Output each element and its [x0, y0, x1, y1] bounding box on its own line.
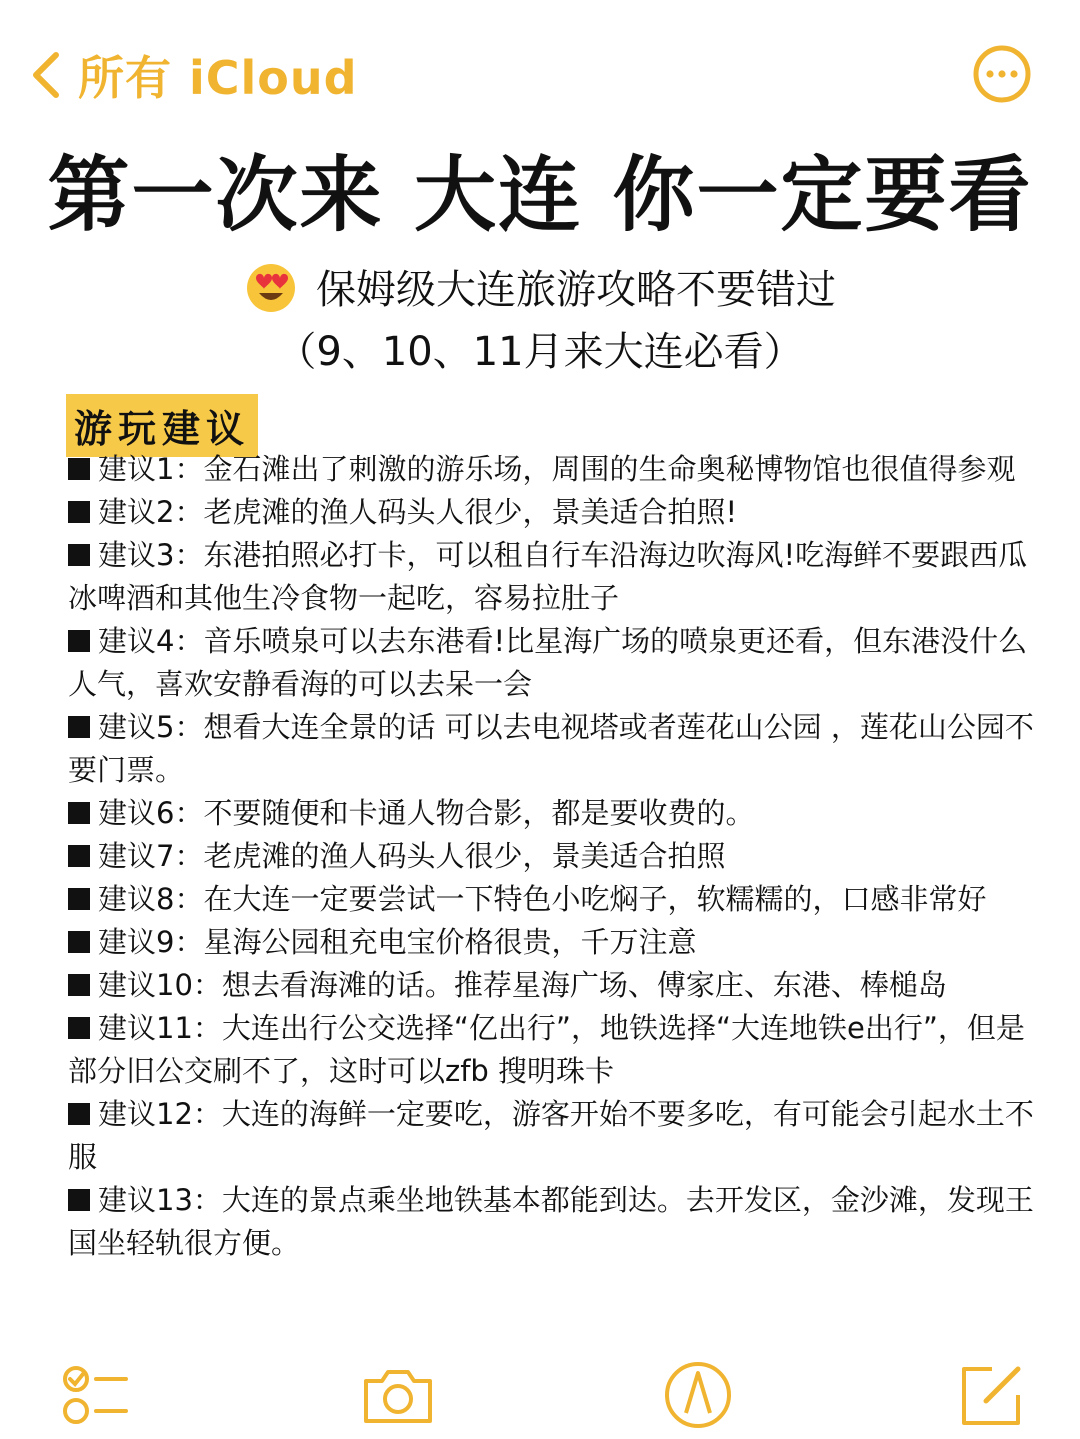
list-item: 建议2：老虎滩的渔人码头人很少，景美适合拍照!: [68, 491, 1034, 534]
square-bullet-icon: [68, 888, 90, 910]
subtitle-line-2: （9、10、11月来大连必看）: [276, 329, 804, 375]
heart-eyes-emoji-icon: [244, 260, 298, 314]
markup-icon: [658, 1355, 738, 1435]
note-subtitle: [0, 258, 1080, 315]
square-bullet-icon: [68, 501, 90, 523]
list-item: 建议10：想去看海滩的话。推荐星海广场、傅家庄、东港、棒槌岛: [68, 964, 1034, 1007]
subtitle-line-1: 保姆级大连旅游攻略不要错过: [316, 267, 836, 313]
list-item: 建议7：老虎滩的渔人码头人很少，景美适合拍照: [68, 835, 1034, 878]
list-item: 建议4：音乐喷泉可以去东港看!比星海广场的喷泉更还看，但东港没什么人气，喜欢安静看海的可以去呆一会: [68, 624, 1028, 701]
note-body[interactable]: [68, 448, 1034, 1265]
list-item: 建议9：星海公园租充电宝价格很贵，千万注意: [68, 921, 1034, 964]
note-title: 第一次来 大连 你一定要看: [47, 148, 1033, 243]
section-label: 游玩建议: [66, 394, 258, 457]
list-item: 建议1：金石滩出了刺激的游乐场，周围的生命奥秘博物馆也很值得参观: [68, 448, 1034, 491]
more-options-button[interactable]: [972, 44, 1032, 104]
list-item: 建议12：大连的海鲜一定要吃，游客开始不要多吃，有可能会引起水土不服: [68, 1097, 1034, 1174]
compose-button[interactable]: [952, 1355, 1032, 1435]
chevron-left-icon: [28, 50, 62, 100]
square-bullet-icon: [68, 716, 90, 738]
square-bullet-icon: [68, 458, 90, 480]
list-item: 建议6：不要随便和卡通人物合影，都是要收费的。: [68, 792, 1034, 835]
ellipsis-circle-icon: [972, 44, 1032, 104]
top-navigation-bar: [0, 0, 1080, 140]
list-item: 建议5：想看大连全景的话 可以去电视塔或者莲花山公园 ，莲花山公园不要门票。: [68, 710, 1034, 787]
camera-icon: [358, 1355, 438, 1435]
square-bullet-icon: [68, 1017, 90, 1039]
square-bullet-icon: [68, 845, 90, 867]
markup-button[interactable]: [658, 1355, 738, 1435]
square-bullet-icon: [68, 1103, 90, 1125]
square-bullet-icon: [68, 630, 90, 652]
bottom-toolbar: [0, 1355, 1080, 1439]
checklist-button[interactable]: [56, 1355, 136, 1435]
back-button[interactable]: [28, 42, 358, 108]
checklist-icon: [56, 1355, 136, 1435]
square-bullet-icon: [68, 931, 90, 953]
square-bullet-icon: [68, 974, 90, 996]
back-label: 所有 iCloud: [78, 51, 358, 105]
square-bullet-icon: [68, 544, 90, 566]
square-bullet-icon: [68, 802, 90, 824]
square-bullet-icon: [68, 1189, 90, 1211]
list-item: 建议8：在大连一定要尝试一下特色小吃焖子，软糯糯的，口感非常好: [68, 878, 1034, 921]
compose-icon: [952, 1355, 1032, 1435]
list-item: 建议13：大连的景点乘坐地铁基本都能到达。去开发区，金沙滩，发现王国坐轻轨很方便。: [68, 1183, 1034, 1260]
camera-button[interactable]: [358, 1355, 438, 1435]
list-item: 建议11：大连出行公交选择“亿出行”，地铁选择“大连地铁e出行”，但是部分旧公交刷不了，这时可以zfb 搜明珠卡: [68, 1011, 1025, 1088]
list-item: 建议3：东港拍照必打卡，可以租自行车沿海边吹海风!吃海鲜不要跟西瓜冰啤酒和其他生冷食物一起吃，容易拉肚子: [68, 538, 1028, 615]
